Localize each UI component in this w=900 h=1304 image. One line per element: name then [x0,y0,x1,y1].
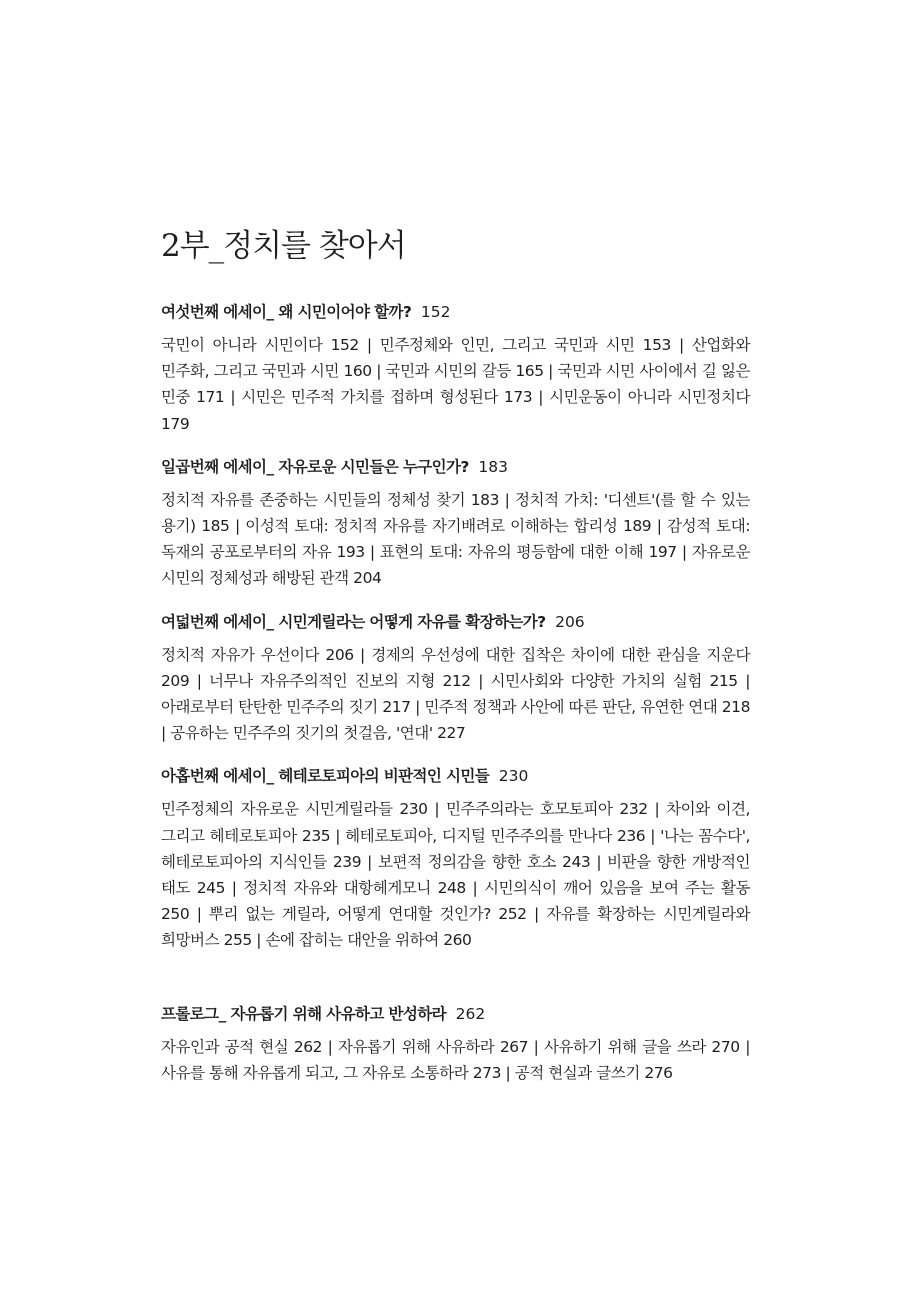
part-title: 2부_정치를 찾아서 [161,228,406,264]
section-contents: 민주정체의 자유로운 시민게릴라들 230 | 민주주의라는 호모토피아 232 | 차이와 이견, 그리고 헤테로토피아 235 | 헤테로토피아, 디지털 민주주의를 만나다 236 | '나는 꼼수다', 헤테로토피아의 지식인들 239 | 보편적 정의감을 향한 호소 243 | 비판을 향한 개방적인 태도 245 | 정치적 자유와 대항헤게모니 248 | 시민의식이 깨어 있음을 보여 주는 활동 250 | 뿌리 없는 게릴라, 어떻게 연대할 것인가? 252 | 자유를 확장하는 시민게릴라와 희망버스 255 | 손에 잡히는 대안을 위하여 260 [161,800,750,950]
section-contents: 자유인과 공적 현실 262 | 자유롭기 위해 사유하라 267 | 사유하기 위해 글을 쓰라 270 | 사유를 통해 자유롭게 되고, 그 자유로 소통하라 273 | 공적 현실과 글쓰기 276 [161,1037,750,1082]
section-heading-title: 여덟번째 에세이_ 시민게릴라는 어떻게 자유를 확장하는가? [161,612,546,631]
toc-section-essay-7 [161,455,750,592]
section-heading [161,300,750,324]
section-heading [161,1002,750,1026]
section-heading-title: 여섯번째 에세이_ 왜 시민이어야 할까? [161,303,412,321]
toc-section-essay-8 [161,610,750,747]
section-heading-title: 아홉번째 에세이_ 헤테로토피아의 비판적인 시민들 [161,767,490,786]
toc-section-essay-6 [161,300,750,437]
section-heading-title: 일곱번째 에세이_ 자유로운 시민들은 누구인가? [161,457,469,476]
section-heading [161,455,750,479]
section-heading-page: 152 [420,303,451,321]
section-heading-title: 프롤로그_ 자유롭기 위해 사유하고 반성하라 [161,1004,447,1023]
section-heading-page: 230 [498,767,529,786]
section-spacer [161,972,750,1002]
section-heading [161,764,750,788]
section-contents: 국민이 아니라 시민이다 152 | 민주정체와 인민, 그리고 국민과 시민 153 | 산업화와 민주화, 그리고 국민과 시민 160 | 국민과 시민의 갈등 165 | 국민과 시민 사이에서 길 잃은 민중 171 | 시민은 민주적 가치를 접하며 형성된다 173 | 시민운동이 아니라 시민정치다 179 [161,336,750,433]
section-heading-page: 183 [478,457,509,476]
section-contents: 정치적 자유가 우선이다 206 | 경제의 우선성에 대한 집착은 차이에 대한 관심을 지운다 209 | 너무나 자유주의적인 진보의 지형 212 | 시민사회와 다양한 가치의 실험 215 | 아래로부터 탄탄한 민주주의 짓기 217 | 민주적 정책과 사안에 따른 판단, 유연한 연대 218 | 공유하는 민주주의 짓기의 첫걸음, '연대' 227 [161,645,750,743]
section-contents: 정치적 자유를 존중하는 시민들의 정체성 찾기 183 | 정치적 가치: '디센트'(를 할 수 있는 용기) 185 | 이성적 토대: 정치적 자유를 자기배려로 이해하는 합리성 189 | 감성적 토대: 독재의 공포로부터의 자유 193 | 표현의 토대: 자유의 평등함에 대한 이해 197 | 자유로운 시민의 정체성과 해방된 관객 204 [161,490,750,588]
section-heading [161,610,750,634]
toc-section-epilogue [161,1002,750,1086]
toc-section-essay-9 [161,764,750,953]
section-heading-page: 262 [455,1004,486,1023]
section-heading-page: 206 [555,612,585,631]
